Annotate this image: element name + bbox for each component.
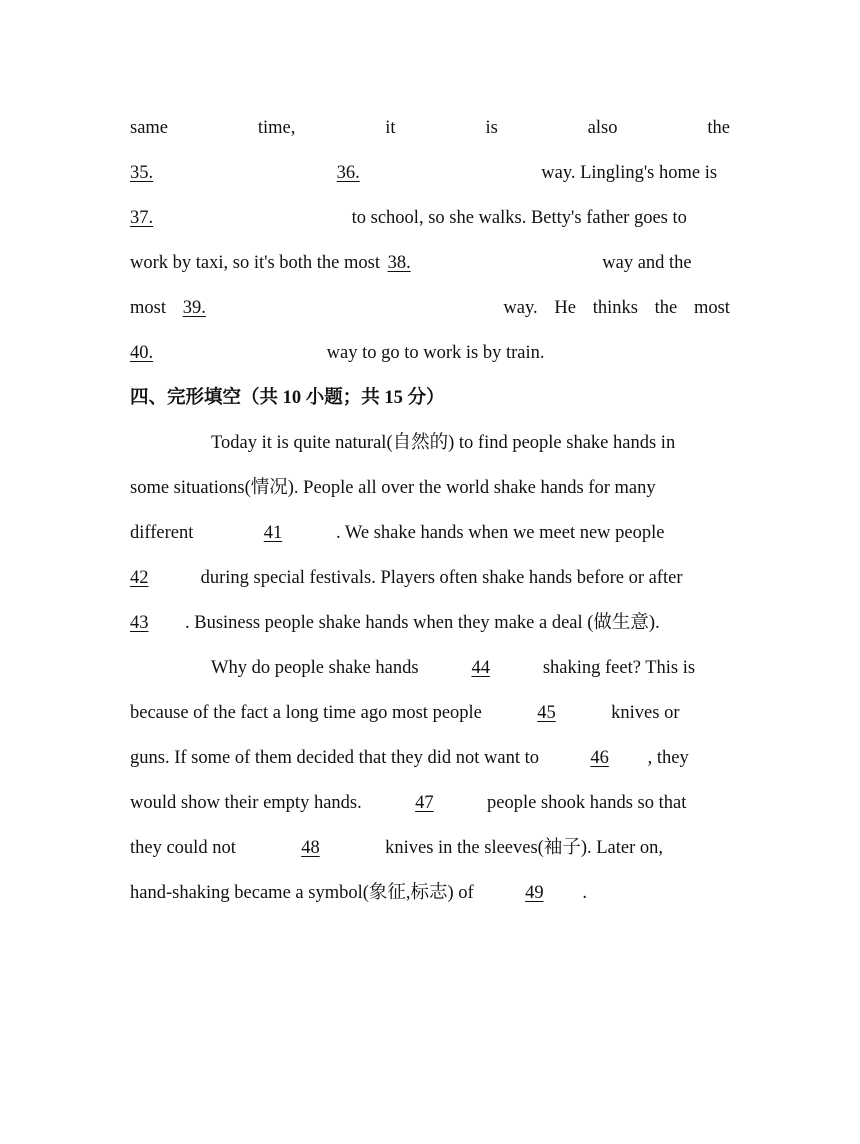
blank-42[interactable]: 42 <box>130 568 149 588</box>
cloze-line-2: some situations(情况). People all over the world shake hands for many <box>130 478 656 498</box>
text-segment: knives in the sleeves(袖子). Later on, <box>385 838 664 858</box>
text-segment: they could not <box>130 838 236 858</box>
text-segment: people shook hands so that <box>487 793 687 813</box>
blank-37[interactable]: 37. <box>130 208 154 228</box>
text-line-5 <box>130 296 730 320</box>
cloze-line-11 <box>130 881 730 905</box>
text-segment: to school, so she walks. Betty's father goes to <box>351 208 687 228</box>
text-line-2 <box>130 161 730 185</box>
text-segment: way to go to work is by train. <box>326 343 545 363</box>
cloze-line-10 <box>130 836 730 860</box>
cloze-line-7 <box>130 701 730 725</box>
word: same <box>130 118 169 138</box>
text-segment: hand-shaking became a symbol(象征,标志) of <box>130 883 474 903</box>
blank-47[interactable]: 47 <box>415 793 434 813</box>
cloze-line-5 <box>130 611 730 635</box>
text-line-1 <box>130 116 730 140</box>
text-line-3 <box>130 206 730 230</box>
section-heading: 四、完形填空（共 10 小题；共 15 分） <box>130 388 445 408</box>
text-segment: , they <box>647 748 689 768</box>
blank-49[interactable]: 49 <box>525 883 544 903</box>
text-segment: because of the fact a long time ago most people <box>130 703 482 723</box>
blank-40[interactable]: 40. <box>130 343 154 363</box>
text-segment: shaking feet? This is <box>542 658 696 678</box>
word: most <box>130 298 166 318</box>
text-segment: different <box>130 523 194 543</box>
text-segment: . Business people shake hands when they make a deal (做生意). <box>185 613 660 633</box>
text-segment: . We shake hands when we meet new people <box>335 523 665 543</box>
word: the <box>654 298 678 318</box>
blank-43[interactable]: 43 <box>130 613 149 633</box>
text-segment: knives or <box>611 703 680 723</box>
text-segment: during special festivals. Players often shake hands before or after <box>200 568 683 588</box>
text-line-4 <box>130 251 730 275</box>
word: way. <box>503 298 538 318</box>
blank-35[interactable]: 35. <box>130 163 154 183</box>
blank-46[interactable]: 46 <box>590 748 609 768</box>
cloze-line-6 <box>130 656 730 680</box>
cloze-line-8 <box>130 746 730 770</box>
text-segment: way. Lingling's home is <box>541 163 718 183</box>
word: thinks <box>592 298 638 318</box>
text-line-6 <box>130 341 730 365</box>
blank-39[interactable]: 39. <box>182 298 206 318</box>
text-segment: . <box>582 883 587 903</box>
text-segment: would show their empty hands. <box>130 793 362 813</box>
cloze-line-9 <box>130 791 730 815</box>
word: it <box>385 118 396 138</box>
word: also <box>587 118 618 138</box>
blank-48[interactable]: 48 <box>301 838 320 858</box>
blank-44[interactable]: 44 <box>471 658 490 678</box>
word: is <box>485 118 498 138</box>
cloze-line-1: Today it is quite natural(自然的) to find people shake hands in <box>211 433 676 453</box>
word: time, <box>257 118 296 138</box>
blank-36[interactable]: 36. <box>336 163 360 183</box>
blank-41[interactable]: 41 <box>263 523 283 543</box>
text-segment: way and the <box>602 253 692 273</box>
word: He <box>554 298 576 318</box>
word: the <box>707 118 730 138</box>
blank-45[interactable]: 45 <box>537 703 556 723</box>
cloze-line-4 <box>130 566 730 590</box>
text-segment: guns. If some of them decided that they did not want to <box>130 748 539 768</box>
cloze-line-3 <box>130 521 730 545</box>
text-segment: work by taxi, so it's both the most <box>130 253 380 273</box>
blank-38[interactable]: 38. <box>387 253 411 273</box>
word: most <box>693 298 730 318</box>
text-segment: Why do people shake hands <box>211 658 419 678</box>
